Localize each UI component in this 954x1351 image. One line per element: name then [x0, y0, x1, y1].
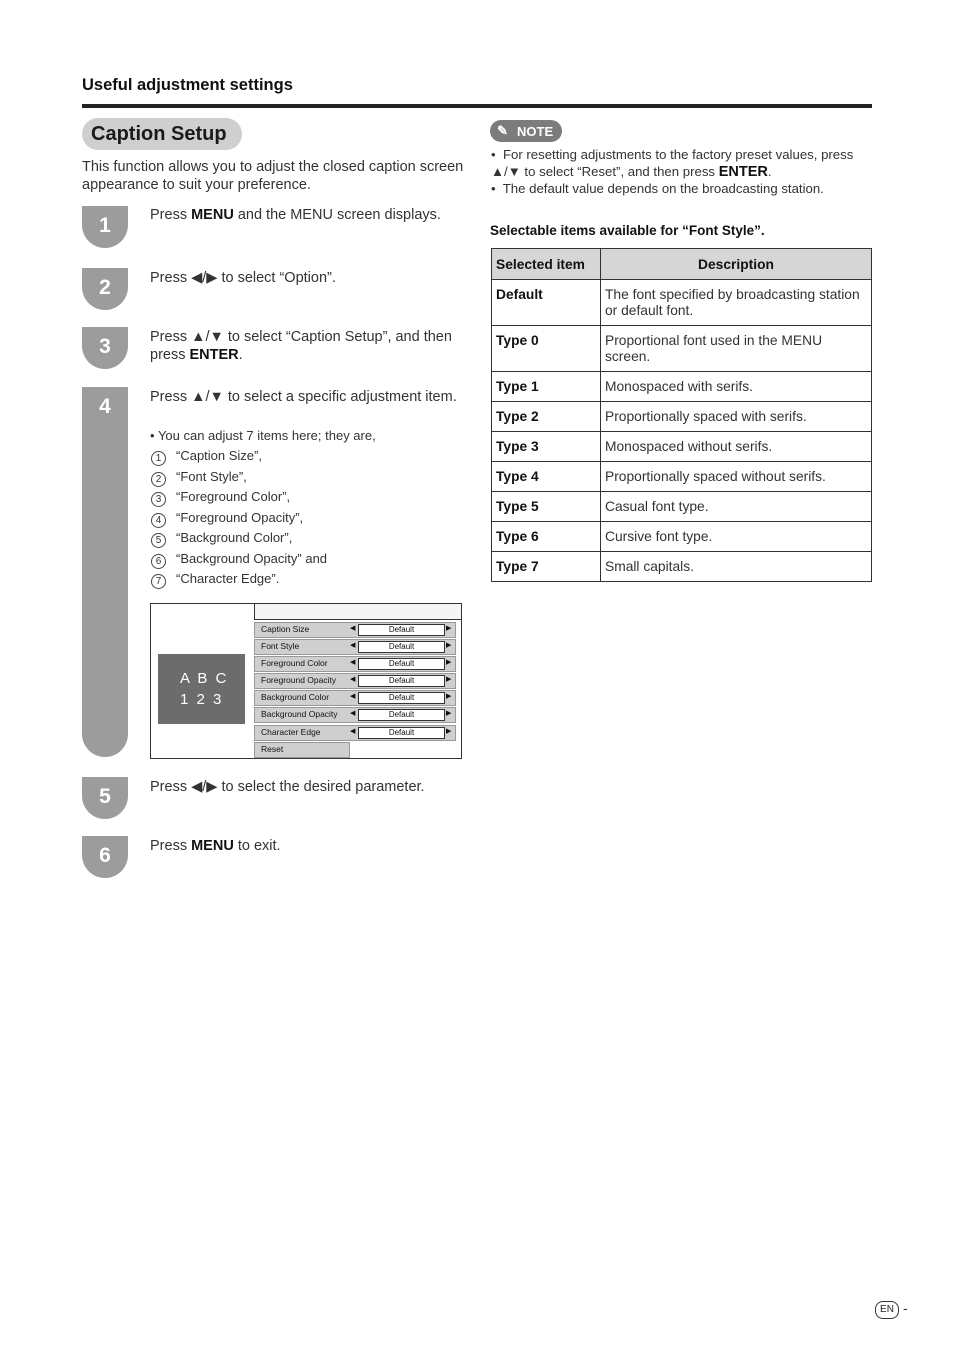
- step-text-5: Press ◀/▶ to select the desired parameter.: [150, 779, 425, 795]
- preview-letters: A B C: [180, 670, 229, 687]
- header-rule: [82, 104, 872, 108]
- menu-row-background-color[interactable]: Background Color ◀ Default ▶: [254, 690, 456, 706]
- left-arrow-icon: ◀: [350, 625, 356, 632]
- table-row: Type 7 Small capitals.: [492, 552, 872, 582]
- step-badge-4: 4: [82, 387, 128, 757]
- table-row: Type 6 Cursive font type.: [492, 522, 872, 552]
- table-row: Default The font specified by broadcasting station or default font.: [492, 280, 872, 326]
- list-item: 6 “Background Opacity” and: [151, 551, 327, 569]
- page-number: -: [903, 1300, 908, 1316]
- step-badge-5: 5: [82, 777, 128, 819]
- list-item: 1 “Caption Size”,: [151, 448, 262, 466]
- font-style-table: [491, 248, 872, 582]
- step-badge-6: 6: [82, 836, 128, 878]
- table-row: Type 1 Monospaced with serifs.: [492, 372, 872, 402]
- menu-header-bar: [254, 604, 461, 620]
- table-row: Type 4 Proportionally spaced without serifs.: [492, 462, 872, 492]
- left-arrow-icon: ◀: [350, 676, 356, 683]
- step-text-4: Press ▲/▼ to select a specific adjustment item.: [150, 389, 457, 405]
- right-arrow-icon: ▶: [446, 642, 452, 649]
- section-title: Caption Setup: [91, 123, 227, 145]
- step-text-1: Press MENU and the MENU screen displays.: [150, 207, 441, 223]
- table-row: Type 5 Casual font type.: [492, 492, 872, 522]
- table-row: Type 3 Monospaced without serifs.: [492, 432, 872, 462]
- table-caption: Selectable items available for “Font Style”.: [490, 223, 765, 238]
- right-arrow-icon: ▶: [446, 693, 452, 700]
- note-bullet-1: • For resetting adjustments to the factory preset values, press ▲/▼ to select “Reset”, and then press ENTER.: [491, 147, 854, 180]
- right-arrow-icon: ▶: [446, 625, 452, 632]
- caption-setup-menu-screen: [150, 603, 462, 759]
- menu-row-caption-size[interactable]: Caption Size ◀ Default ▶: [254, 622, 456, 638]
- section-header: Useful adjustment settings: [82, 76, 293, 94]
- list-item: 2 “Font Style”,: [151, 469, 247, 487]
- left-arrow-icon: ◀: [350, 693, 356, 700]
- list-item: 3 “Foreground Color”,: [151, 489, 290, 507]
- step-badge-3: 3: [82, 327, 128, 369]
- list-item: 7 “Character Edge”.: [151, 571, 279, 589]
- pencil-icon: ✎: [497, 123, 508, 138]
- step-badge-2: 2: [82, 268, 128, 310]
- section-title-badge: [82, 118, 242, 150]
- step4-bullet: • You can adjust 7 items here; they are,: [150, 428, 376, 443]
- menu-row-background-opacity[interactable]: Background Opacity ◀ Default ▶: [254, 707, 456, 723]
- left-arrow-icon: ◀: [350, 710, 356, 717]
- note-badge: ✎ NOTE: [490, 120, 562, 142]
- menu-row-font-style[interactable]: Font Style ◀ Default ▶: [254, 639, 456, 655]
- menu-row-foreground-opacity[interactable]: Foreground Opacity ◀ Default ▶: [254, 673, 456, 689]
- right-arrow-icon: ▶: [446, 728, 452, 735]
- left-arrow-icon: ◀: [350, 728, 356, 735]
- right-arrow-icon: ▶: [446, 710, 452, 717]
- step-badge-1: 1: [82, 206, 128, 248]
- step-text-6: Press MENU to exit.: [150, 838, 281, 854]
- step-text-2: Press ◀/▶ to select “Option”.: [150, 270, 336, 286]
- right-arrow-icon: ▶: [446, 676, 452, 683]
- list-item: 5 “Background Color”,: [151, 530, 292, 548]
- intro-text: This function allows you to adjust the closed caption screen appearance to suit your preference.: [82, 159, 464, 193]
- right-arrow-icon: ▶: [446, 659, 452, 666]
- table-header-row: Selected item Description: [492, 249, 872, 280]
- list-item: 4 “Foreground Opacity”,: [151, 510, 303, 528]
- note-bullet-2: • The default value depends on the broadcasting station.: [491, 181, 824, 196]
- left-arrow-icon: ◀: [350, 659, 356, 666]
- menu-row-character-edge[interactable]: Character Edge ◀ Default ▶: [254, 725, 456, 741]
- menu-reset-button[interactable]: Reset: [254, 742, 350, 758]
- left-arrow-icon: ◀: [350, 642, 356, 649]
- table-row: Type 2 Proportionally spaced with serifs.: [492, 402, 872, 432]
- step-text-3: Press ▲/▼ to select “Caption Setup”, and then press ENTER.: [150, 329, 452, 363]
- caption-preview: [158, 654, 245, 724]
- table-row: Type 0 Proportional font used in the MENU screen.: [492, 326, 872, 372]
- language-badge: EN: [875, 1301, 899, 1319]
- menu-row-foreground-color[interactable]: Foreground Color ◀ Default ▶: [254, 656, 456, 672]
- preview-digits: 1 2 3: [180, 691, 224, 708]
